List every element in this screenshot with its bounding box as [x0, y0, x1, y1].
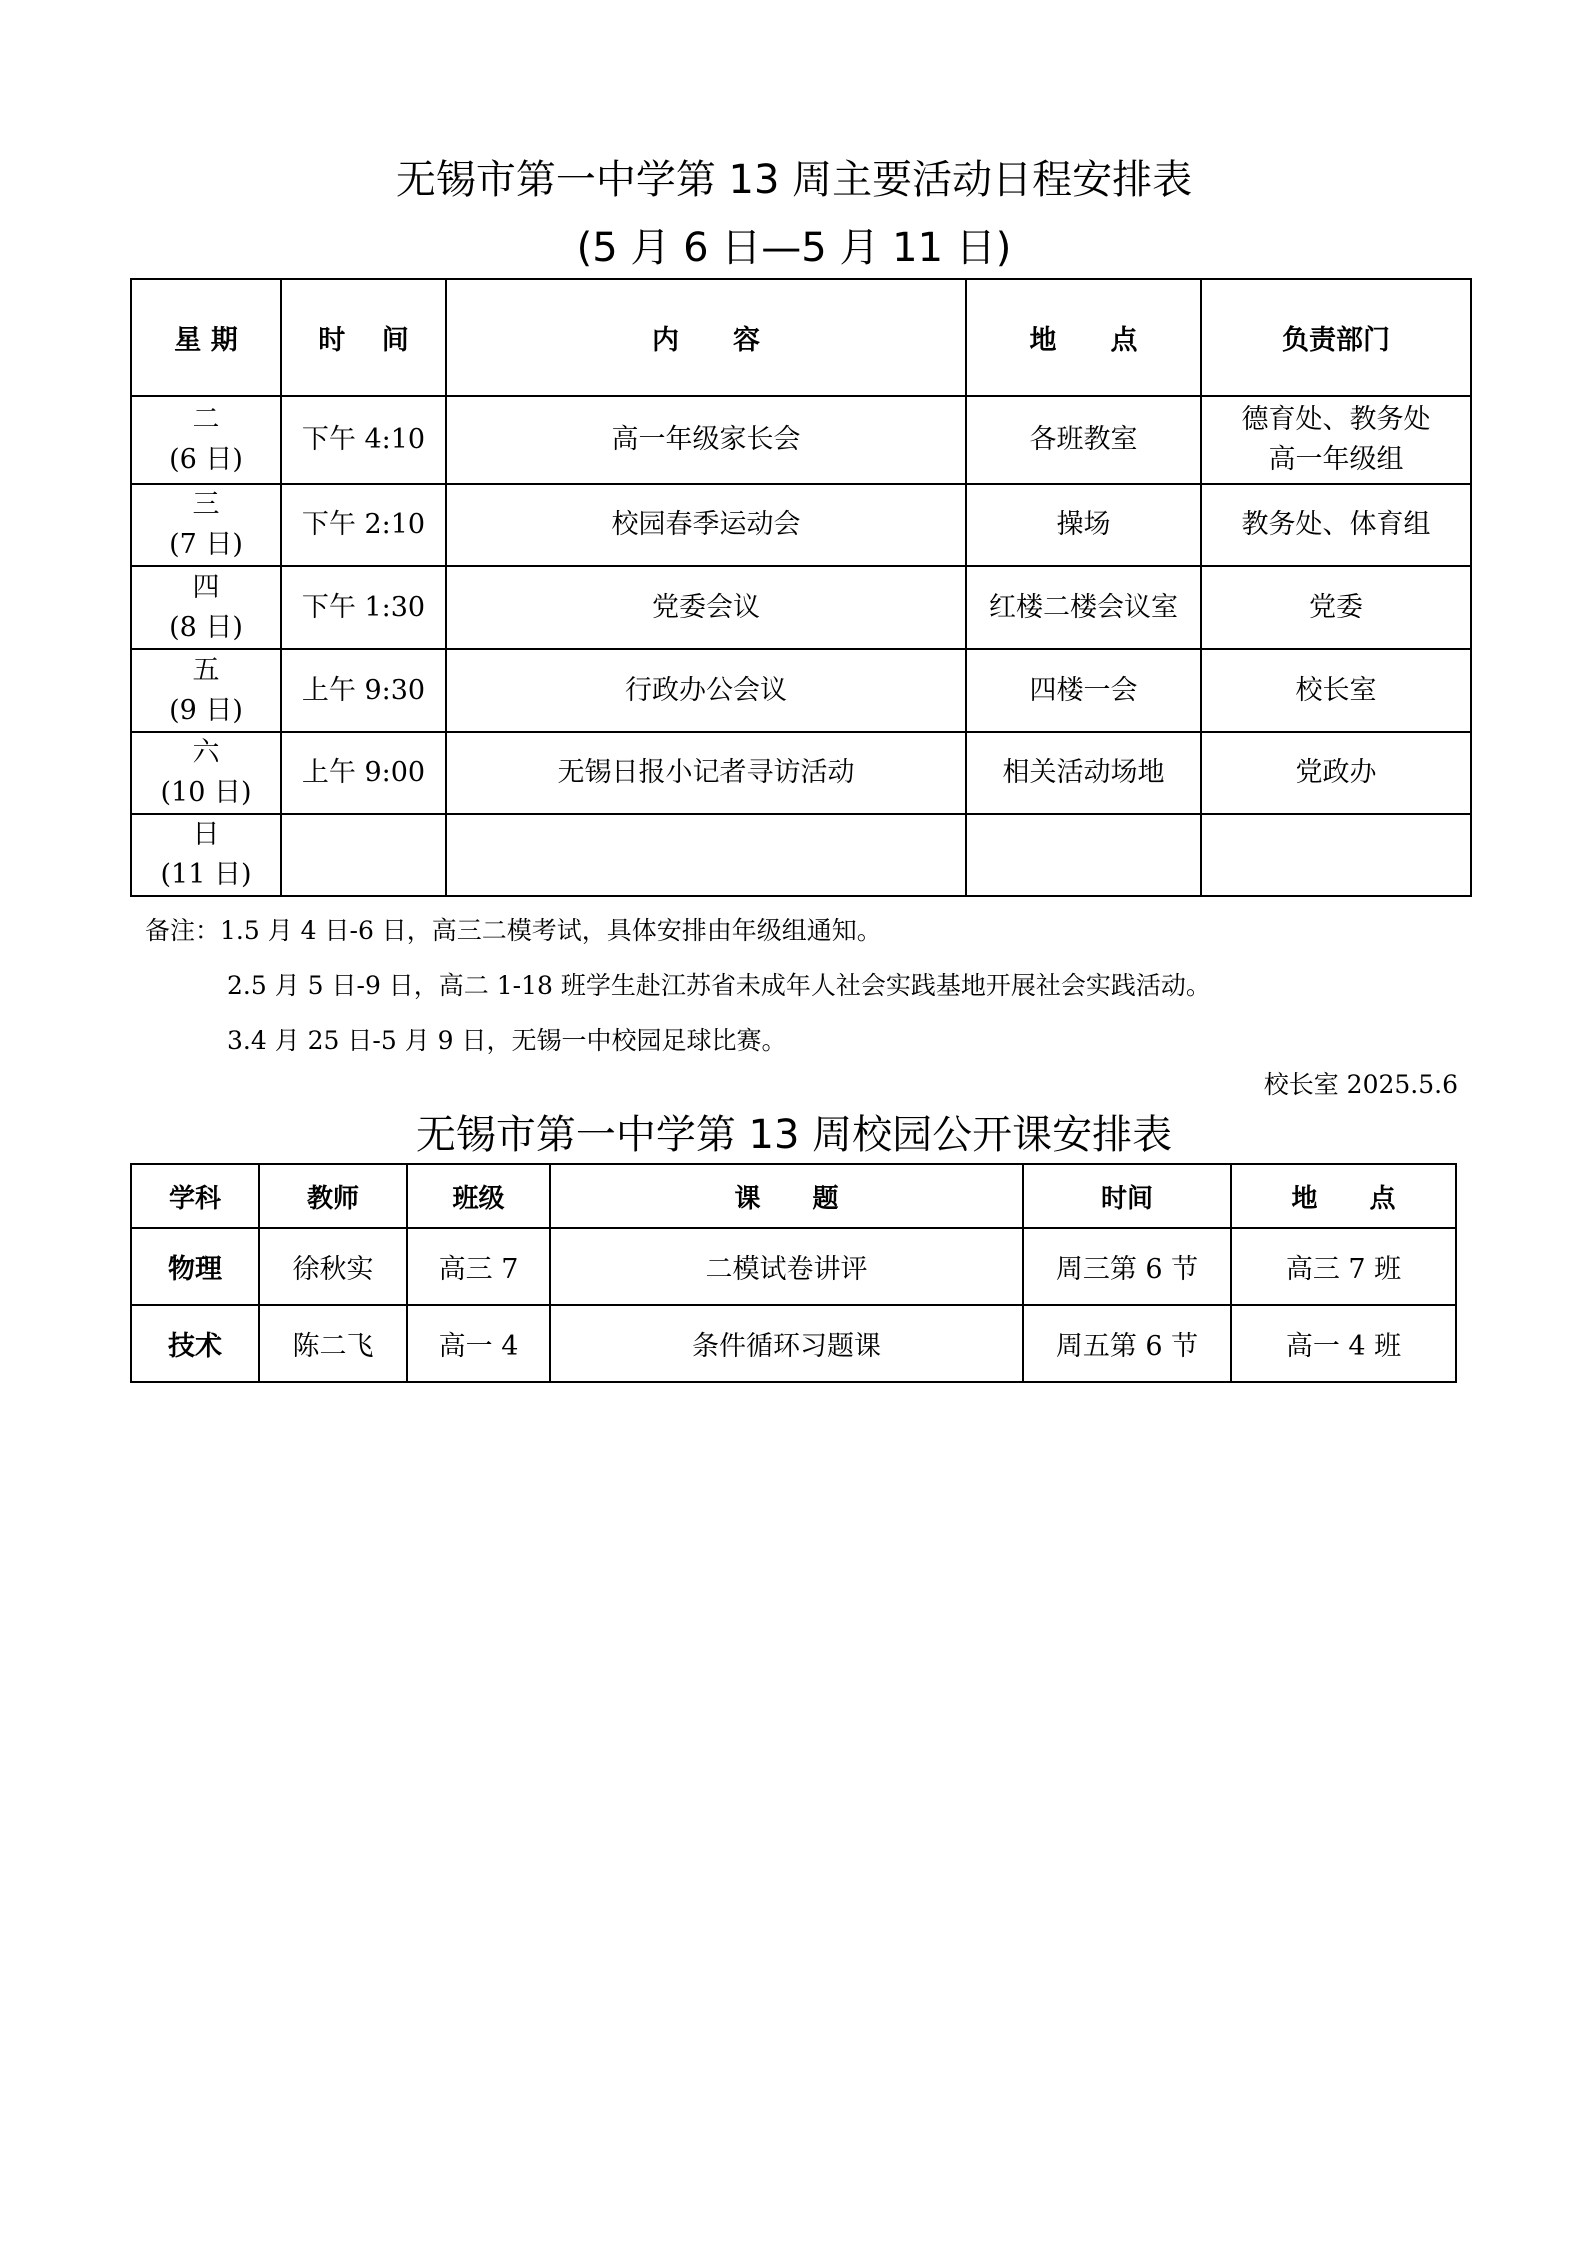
topic-cell: 条件循环习题课 — [550, 1305, 1023, 1382]
teacher-cell: 徐秋实 — [259, 1228, 407, 1305]
lessons-header-row — [131, 1164, 1456, 1228]
dept-cell — [1201, 396, 1471, 484]
topic-cell: 二模试卷讲评 — [550, 1228, 1023, 1305]
day-cell — [131, 732, 281, 814]
time-cell: 上午 9:30 — [281, 649, 446, 732]
dept-cell — [1201, 814, 1471, 896]
lessons-table — [130, 1163, 1457, 1383]
schedule-table — [130, 278, 1472, 897]
place-cell: 红楼二楼会议室 — [966, 566, 1201, 649]
header-topic: 课 题 — [550, 1164, 1023, 1228]
header-subject: 学科 — [131, 1164, 259, 1228]
time-cell: 下午 4:10 — [281, 396, 446, 484]
header-lesson-time: 时间 — [1023, 1164, 1231, 1228]
schedule-subtitle: (5 月 6 日—5 月 11 日) — [576, 225, 1012, 271]
place-cell: 四楼一会 — [966, 649, 1201, 732]
table-row — [131, 814, 1471, 896]
dept-cell: 党委 — [1201, 566, 1471, 649]
teacher-cell: 陈二飞 — [259, 1305, 407, 1382]
content-cell: 无锡日报小记者寻访活动 — [446, 732, 966, 814]
table-row — [131, 396, 1471, 484]
dept-line: 德育处、教务处 — [1241, 404, 1431, 435]
table-row — [131, 1228, 1456, 1305]
content-cell: 校园春季运动会 — [446, 484, 966, 566]
table-row — [131, 649, 1471, 732]
time-cell — [281, 814, 446, 896]
note-1: 备注：1.5 月 4 日-6 日，高三二模考试，具体安排由年级组通知。 — [145, 916, 882, 945]
day-cell — [131, 566, 281, 649]
day-date: (10 日) — [160, 777, 252, 808]
day-label: 四 — [192, 571, 220, 603]
lesson-time-cell: 周三第 6 节 — [1023, 1228, 1231, 1305]
time-cell: 下午 1:30 — [281, 566, 446, 649]
header-time: 时 间 — [281, 279, 446, 396]
content-cell: 行政办公会议 — [446, 649, 966, 732]
dept-cell: 党政办 — [1201, 732, 1471, 814]
header-class: 班级 — [407, 1164, 550, 1228]
day-label: 六 — [192, 737, 220, 768]
time-cell: 下午 2:10 — [281, 484, 446, 566]
lesson-place-cell: 高三 7 班 — [1231, 1228, 1456, 1305]
day-date: (7 日) — [169, 529, 243, 560]
place-cell: 操场 — [966, 484, 1201, 566]
place-cell: 相关活动场地 — [966, 732, 1201, 814]
lessons-title: 无锡市第一中学第 13 周校园公开课安排表 — [415, 1112, 1173, 1158]
table-row — [131, 732, 1471, 814]
dept-cell: 教务处、体育组 — [1201, 484, 1471, 566]
class-cell: 高一 4 — [407, 1305, 550, 1382]
schedule-title: 无锡市第一中学第 13 周主要活动日程安排表 — [395, 157, 1193, 203]
day-label: 五 — [192, 654, 220, 686]
day-cell — [131, 396, 281, 484]
schedule-header-row — [131, 279, 1471, 396]
table-row — [131, 484, 1471, 566]
day-label: 日 — [192, 819, 220, 850]
day-cell — [131, 814, 281, 896]
lesson-place-cell: 高一 4 班 — [1231, 1305, 1456, 1382]
dept-line-2: 高一年级组 — [1268, 444, 1404, 475]
note-2: 2.5 月 5 日-9 日，高二 1-18 班学生赴江苏省未成年人社会实践基地开展社会实践活动。 — [227, 971, 1211, 1000]
content-cell — [446, 814, 966, 896]
subject-cell: 技术 — [131, 1305, 259, 1382]
day-label: 二 — [192, 404, 220, 435]
place-cell — [966, 814, 1201, 896]
lesson-time-cell: 周五第 6 节 — [1023, 1305, 1231, 1382]
table-row — [131, 566, 1471, 649]
header-teacher: 教师 — [259, 1164, 407, 1228]
day-date: (6 日) — [169, 444, 243, 475]
day-date: (11 日) — [160, 859, 252, 890]
header-day: 星 期 — [131, 279, 281, 396]
day-label: 三 — [192, 489, 220, 520]
day-cell — [131, 484, 281, 566]
header-dept: 负责部门 — [1201, 279, 1471, 396]
header-content: 内 容 — [446, 279, 966, 396]
notes-block — [145, 903, 1211, 1068]
header-lesson-place: 地 点 — [1231, 1164, 1456, 1228]
place-cell: 各班教室 — [966, 396, 1201, 484]
content-cell: 高一年级家长会 — [446, 396, 966, 484]
subject-cell: 物理 — [131, 1228, 259, 1305]
dept-cell: 校长室 — [1201, 649, 1471, 732]
day-date: (8 日) — [169, 611, 243, 643]
header-place: 地 点 — [966, 279, 1201, 396]
day-date: (9 日) — [169, 694, 243, 726]
class-cell: 高三 7 — [407, 1228, 550, 1305]
day-cell — [131, 649, 281, 732]
note-3: 3.4 月 25 日-5 月 9 日，无锡一中校园足球比赛。 — [227, 1026, 787, 1055]
time-cell: 上午 9:00 — [281, 732, 446, 814]
table-row — [131, 1305, 1456, 1382]
content-cell: 党委会议 — [446, 566, 966, 649]
signature-line: 校长室 2025.5.6 — [1263, 1070, 1458, 1099]
